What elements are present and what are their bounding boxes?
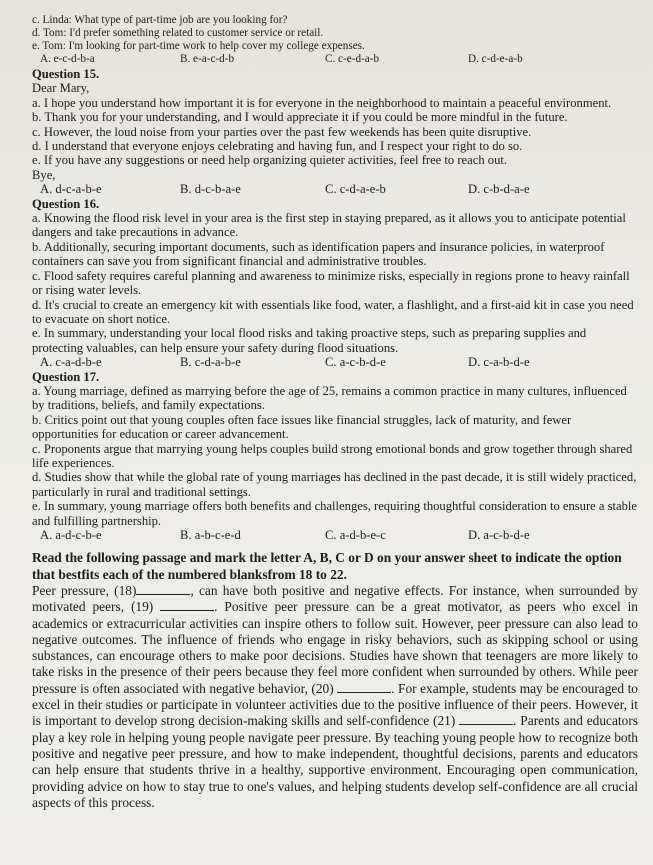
q15-salutation: Dear Mary, (32, 81, 90, 96)
q16-option-a[interactable]: A. c-a-d-b-e (40, 355, 102, 370)
q17-heading: Question 17. (32, 369, 100, 384)
q15-heading: Question 15. (32, 67, 100, 81)
passage-part-4: . For example, students may be encouraged to excel in their studies or participate in volunteer activities due to the positive influence of their peers. However, it is important to develop strong decision-making skills and self-confidence (21) (32, 680, 638, 729)
q15-line-e: e. If you have any suggestions or need help organizing quieter activities, feel free to reach out. (32, 153, 508, 168)
q15-line-d: d. I understand that everyone enjoys celebrating and having fun, and I respect your right to do so. (32, 139, 523, 154)
q14-option-c[interactable]: C. c-e-d-a-b (325, 53, 380, 65)
q17-option-b[interactable]: B. a-b-c-e-d (180, 528, 241, 542)
question-16 (32, 197, 638, 370)
q15-line-c: c. However, the loud noise from your parties over the past few weekends has been quite disruptive. (32, 124, 532, 139)
q15-line-b: b. Thank you for your understanding, and I would appreciate it if you could be more mindful in the future. (32, 110, 568, 125)
q14-line-e: e. Tom: I'm looking for part-time work to help cover my college expenses. (32, 40, 365, 52)
q16-line-d: d. It's crucial to create an emergency kit with essentials like food, water, a flashlight, and a first-aid kit in case you need to evacuate on short notice. (32, 297, 634, 326)
question-14-tail (32, 14, 638, 66)
q16-option-d[interactable]: D. c-a-b-d-e (468, 355, 530, 370)
q15-option-b[interactable]: B. d-c-b-a-e (180, 182, 241, 197)
peer-pressure-passage (32, 583, 638, 811)
q17-line-d: d. Studies show that while the global rate of young marriages has declined in the past decade, it is still widely practiced, particularly in rural and traditional settings. (32, 470, 637, 499)
q15-options (32, 182, 638, 196)
q16-line-a: a. Knowing the flood risk level in your area is the first step in staying prepared, as it allows you to anticipate potential dangers and take precautions in advance. (32, 211, 626, 240)
question-15 (32, 67, 638, 197)
blank-20[interactable] (337, 681, 391, 693)
q14-option-a[interactable]: A. e-c-d-b-a (40, 53, 95, 65)
passage-part-3: . Positive peer pressure can be a great motivator, as peers who excel in academics or extracurricular activities can inspire others to follow suit. However, peer pressure can also lead to negative outcomes. The influence of friends who engage in risky behaviors, such as skipping school or using substances, can encourage others to make poor decisions. Studies have shown that teenagers are more likely to take risks in the presence of their peers because they feel more confident when surrounded by others. While peer pressure is often associated with negative behavior, (20) (32, 599, 638, 696)
q16-heading: Question 16. (32, 196, 100, 211)
q15-option-d[interactable]: D. c-b-d-a-e (468, 182, 530, 197)
document-body (32, 14, 638, 811)
q16-option-c[interactable]: C. a-c-b-d-e (325, 355, 386, 370)
passage-part-5: . Parents and educators play a key role in helping young people navigate peer pressure. By teaching young people how to recognize both positive and negative peer pressure, and how to make independent, thoughtful decisions, parents and educators can help ensure that students thrive in a healthy, supportive environment. Encouraging open communication, providing advice on how to stay true to one's values, and helping students develop self-confidence are all crucial aspects of this process. (32, 713, 638, 810)
q15-closing: Bye, (32, 167, 56, 182)
passage-part-2: , can have both positive and negative effects. For instance, when surrounded by motivated peers, (19) (32, 583, 638, 615)
q17-option-a[interactable]: A. a-d-c-b-e (40, 528, 102, 542)
q16-line-e: e. In summary, understanding your local flood risks and taking proactive steps, such as preparing supplies and protecting valuables, can help ensure your safety during flood situations. (32, 326, 587, 355)
q17-line-b: b. Critics point out that young couples often face issues like financial struggles, lack of maturity, and fewer opportunities for education or career advancement. (32, 412, 572, 442)
q15-line-a: a. I hope you understand how important it is for everyone in the neighborhood to maintain a peaceful environment. (32, 95, 612, 110)
section-instruction: Read the following passage and mark the letter A, B, C or D on your answer sheet to indicate the option that bestfits each of the numbered blanksfrom 18 to 22. (32, 550, 622, 582)
q17-options (32, 528, 638, 542)
q17-option-d[interactable]: D. a-c-b-d-e (468, 528, 530, 542)
passage-part-1: Peer pressure, (18) (32, 583, 137, 598)
q14-options (32, 53, 638, 66)
q16-line-c: c. Flood safety requires careful planning and awareness to minimize risks, especially in regions prone to heavy rainfall or rising water levels. (32, 268, 630, 298)
q16-line-b: b. Additionally, securing important documents, such as identification papers and insurance policies, in waterproof containers can save you from significant financial and administrative troubles. (32, 239, 605, 269)
q17-line-c: c. Proponents argue that marrying young helps couples build strong emotional bonds and grow together through shared life experiences. (32, 441, 633, 470)
question-17 (32, 370, 638, 543)
q14-line-c: c. Linda: What type of part-time job are you looking for? (32, 14, 288, 26)
blank-21[interactable] (459, 713, 513, 725)
q14-option-d[interactable]: D. c-d-e-a-b (468, 53, 523, 65)
q17-line-e: e. In summary, young marriage offers both benefits and challenges, requiring thoughtful consideration to ensure a stable and fulfilling partnership. (32, 499, 638, 528)
q17-line-a: a. Young marriage, defined as marrying before the age of 25, remains a common practice in many cultures, influenced by traditions, beliefs, and family expectations. (32, 383, 627, 413)
reading-section (32, 550, 638, 811)
q14-line-d: d. Tom: I'd prefer something related to customer service or retail. (32, 27, 324, 39)
blank-18[interactable] (136, 583, 190, 595)
q16-options (32, 355, 638, 369)
q16-option-b[interactable]: B. c-d-a-b-e (180, 355, 241, 370)
q17-option-c[interactable]: C. a-d-b-e-c (325, 528, 386, 542)
q15-option-a[interactable]: A. d-c-a-b-e (40, 182, 102, 197)
q15-option-c[interactable]: C. c-d-a-e-b (325, 182, 386, 197)
q14-option-b[interactable]: B. e-a-c-d-b (180, 53, 235, 65)
blank-19[interactable] (160, 599, 214, 611)
